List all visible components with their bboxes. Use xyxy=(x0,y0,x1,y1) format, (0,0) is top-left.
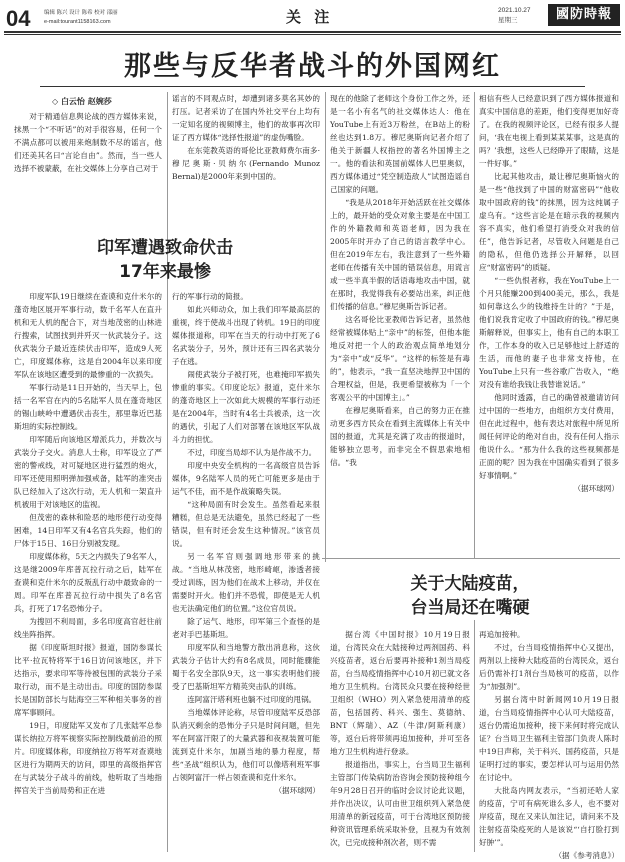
article3-col2 xyxy=(479,628,619,860)
weekday-text: 星期三 xyxy=(498,17,518,24)
paragraph: 为搜回不利局面，多名印度高官赶往前线坐阵指挥。 xyxy=(14,617,162,639)
paragraph: 军事行动是11日开始的，当天早上，包括一名军官在内的5名陆军人员在蓬奇地区的锡山峡岭中遭遇伏击丧生，那里靠近巴基斯坦的实际控制线。 xyxy=(14,383,162,431)
paragraph: “这种局面有时会发生。虽然看起来很糟糕，但总是无法避免，虽然已经起了一些错误，但有时还会发生这种情况。”该官员说。 xyxy=(172,500,320,548)
column-divider xyxy=(167,92,168,852)
paragraph: 比起其他攻击，最让穆尼奥斯恼火的是一些“他找到了中国的财富密码”“他收取中国政府的钱”的抹黑，因为这纯属子虚乌有。“这些言论是在暗示我的视频内容不真实，他们希望打消受众对我的信任”，他告诉记者，尽管收入问题是自己的隐私，但他仍选择公开解释，以回应“财富密码”的质疑。 xyxy=(479,172,619,272)
paragraph: “我是从2018年开始活跃在社交媒体上的，最开始的受众对象主要是在中国工作的外籍教师和英语老师，因为我在2005年时开办了自己的语言教学中心。但在2019年左右，我注意到了一些外籍老师在传播有关中国的错误信息，用谎言或一些半真半假的话语毒地攻击中国，就在那时，我觉得我有必要站出来，纠正他们传播的信息。”穆尼奥斯告诉记者。 xyxy=(330,198,470,311)
date-text: 2021.10.27 xyxy=(498,7,531,14)
section-title: 关 注 xyxy=(286,8,334,26)
editor-names: 编辑 陈兴 设计 陈希 校对 邵丽 xyxy=(44,10,118,16)
paragraph: 闹使武装分子被打死，也难掩印军损失惨重的事实。《印度论坛》报道，克什米尔的蓬奇地区上一次如此大规模的军事行动还是在2004年，当时有4名士兵被杀，这一次的遇伏，引起了人们对部署在该地区军队战斗力的担忧。 xyxy=(172,370,320,444)
article1-col2-intro xyxy=(172,92,320,234)
paragraph: 不过，台当局疫情指挥中心又提出，两剂以上接种大陆疫苗的台湾民众，返台后仍需补打1剂台当局核可的疫苗，以作为“加强剂”。 xyxy=(479,643,619,691)
paragraph: 印度军队19日继续在查谟和克什米尔的蓬奇地区展开军事行动，数千名军人在直升机和无人机的配合下，对当地茂密的山林进行搜索，试图找到并歼灭一伙武装分子。这伙武装分子最近连续伏击印军，造成9人死亡，印度媒体称，这是自2004年以来印度军队在该地区遭受到的最惨重的一次损失。 xyxy=(14,292,162,379)
paragraph: 印度中央安全机构的一名高级官员告诉媒体，9名陆军人员的死亡可能更多是由于运气不佳，而不是作战策略失误。 xyxy=(172,461,320,496)
headline-rule xyxy=(40,86,585,87)
paragraph: 在东莞教英语的哥伦比亚教师费尔南多·穆尼奥斯·贝纳尔(Fernando Munoz Bernal)是2000年来到中国的。 xyxy=(172,146,320,181)
paragraph: 在穆尼奥斯看来，自己的努力正在推动更多西方民众在看到主流媒体上有关中国的报道，尤其是充满了攻击的报道时，能够独立思考，而非完全不假思索地相信。“我 xyxy=(330,406,470,467)
article3-col1 xyxy=(330,628,470,852)
article2-col1 xyxy=(14,290,162,852)
article1-col4 xyxy=(479,92,619,556)
paragraph: 这名哥伦比亚教师告诉记者，虽然他经常被媒体贴上“亲中”的标签，但他本能地反对把一个人的政治观点简单地划分为“亲中”或“反华”。“这样的标签是有毒的”，他表示，“我一直坚决地捍卫中国的合理权益，但是，我更希望被称为「一个客观公平的中国博主」。” xyxy=(330,315,470,402)
paragraph: 现在的他除了老师这个身份工作之外，还是一名小有名气的社交媒体达人：他在YouTube上有近3万粉丝，在B站上的粉丝也达到1.8万。穆尼奥斯向记者介绍了他关于新疆人权指控的著名外国博主之一。他的看法和英国前媒体人巴里奥似，西方媒体通过“凭空制造敌人”试图造谣自己国家的问题。 xyxy=(330,94,470,194)
article2-col2 xyxy=(172,290,320,852)
article2-subtitle xyxy=(10,236,320,284)
page-number: 04 xyxy=(6,6,31,31)
paragraph: 对于精通信息舆论战的西方媒体来说，抹黑一个“不听话”的对手很容易，任何一个不满点都可以被用来炮制数不尽的谣言，他们还美其名曰“言论自由”。然而，当一些人选择不被蒙蔽，在社交媒体上分享自己对于 xyxy=(14,112,162,173)
column-divider xyxy=(474,620,475,852)
newspaper-logo: 國防時報 xyxy=(548,4,620,26)
paragraph: 再追加接种。 xyxy=(479,630,525,639)
column-divider xyxy=(325,92,326,562)
paragraph: 行的军事行动的简报。 xyxy=(172,292,248,301)
subtitle-line: 关于大陆疫苗， xyxy=(410,574,530,594)
article1-col3 xyxy=(330,92,470,556)
paragraph: 另据台湾中时新闻网10月19日报道，台当局疫情指挥中心认可大陆疫苗，返台仍需追加接种，接下来何时将完成认证？台当局卫生福利主管部门负责人陈时中19日声称，关于科兴、国药疫苗，只是证明打过的事实，要怎样认可与运用仍然在讨论中。 xyxy=(479,695,619,782)
paragraph: 连阿富汗塔利班也躺不过印度的甩锅。 xyxy=(187,695,317,704)
column-divider xyxy=(474,92,475,558)
paragraph: 谣言的不同观点时，却遭到诸多莫名其妙的打压。记者采访了在国内外社交平台上均有一定知名度的视频博主，他们的故事再次印证了西方媒体“选择性报道”的虚伪嘴脸。 xyxy=(172,94,320,142)
header-rule xyxy=(4,31,621,33)
article2-source: （据环球网） xyxy=(274,786,320,795)
article3-source: （据《参考消息》） xyxy=(554,851,619,860)
paragraph: 除了运气、地形，印军第三个查怪的是老对手巴基斯坦。 xyxy=(172,617,320,639)
article1-source: （据环球网） xyxy=(573,484,619,493)
subtitle-line: 印军遭遇致命伏击 xyxy=(97,238,233,258)
paragraph: 当地媒体评论称，尽管印度陆军反恐部队消灭剩余的恐怖分子只是时间问题，但先军在阿富汗限了的大量武器和夜视装置可能流到克什米尔，加剧当地的暴力程度，帮些“圣战”组织认为，他们可以像塔利班军事占领阿富汗一样占领查谟和克什米尔。 xyxy=(172,708,320,782)
paragraph: 但茂密的森林和险恶的地形使行动变得困难，14日印军又有4名官兵失踪，他们的尸体于15日、16日分别被发现。 xyxy=(14,513,162,548)
paragraph: 相信有些人已经意识到了西方媒体报道和真实中国信息的差距，他们变得更加好奇了。在我的视频评论区，已经有很多人提问，‘我在电视上看到某某某事，这是真的吗？’我想，这些人已经睁开了眼睛，这是一件好事。” xyxy=(479,94,619,168)
byline: ◇ 白云怡 赵婉莎 xyxy=(52,97,112,106)
article1-col1-intro xyxy=(14,110,162,234)
subtitle-line: 17年来最惨 xyxy=(119,262,211,282)
paragraph: 不过，印度当局却不认为是作战不力。 xyxy=(187,448,317,457)
subtitle-line: 台当局还在嘴硬 xyxy=(410,598,530,618)
paragraph: 19日，印度陆军又发布了几张陆军总参谋长纳拉万将军视察实际控制线最前沿的照片。印度媒体称，印度纳拉万将军对查谟地区进行为期两天的访问，即里的高级指挥官在与武装分子战斗的前线，他听取了当地指挥官关于当前局势和正在进 xyxy=(14,721,162,795)
paragraph: 另一名军官则强调地形带来的挑战。“当地从林茂密，地形崎岖，渗透者接受过训练，因为他们在战术上移动，并仅在需要时开火。他们并不恐慌，即使是无人机也无法确定他们的位置。”这位官员说。 xyxy=(172,552,320,613)
paragraph: 印军随后向该地区增派兵力，并数次与武装分子交火。消息人士称，印军设立了严密的警戒线，对可疑地区进行猛烈的炮火，印军还使用照明弹加强戒备，陆军的准突击队已经加入了这次行动，无人机和一架直升机被用于对该地区的监视。 xyxy=(14,435,162,509)
issue-date xyxy=(498,6,531,26)
editor-credits xyxy=(44,9,118,27)
main-headline: 那些与反华者战斗的外国网红 xyxy=(124,51,501,82)
paragraph: 据《印度斯坦时报》报道，国防参谋长比平·拉瓦特将军于16日访问该地区，并下达指示，要求印军等待被包围的武装分子采取行动，而不是主动出击。印度的国防参谋长是国防部长与陆海空三军种相关事务的首席军事顾问。 xyxy=(14,643,162,717)
article3-subtitle xyxy=(322,572,618,620)
paragraph: 印度军队和当地警方散出消息称，这伙武装分子估计大约有8名成员，同时能骤能蜀于名安全部队9天，这一事实表明他们接受了巴基斯坦军方精英突击队的训练。 xyxy=(172,643,320,691)
paragraph: 如此兴师动众，加上我们印军最高层的重视，终于使战斗出现了转机。19日的印度媒体报道称，印军在当天的行动中打死了6名武装分子，另外，预计还有三四名武装分子在逃。 xyxy=(172,305,320,366)
paragraph: “一些仇恨者称，我在YouTube上一个月只能赚200到400美元，那么，我是如何靠这么少的钱维持生计的？”于是，他们说我肯定收了中国政府的钱。”穆尼奥斯解释说，但事实上，他有自己的本职工作，工作本身的收入已足够他过上舒适的生活，而他的妻子也非常支持他，在YouTube上只有一些谷歌广告收入，“绝对没有谁给我钱让我替谁说话。” xyxy=(479,276,619,389)
paragraph: 大批岛内网友表示，“当初还哈人家的疫苗，宁可有病死谁么多人，也不要对岸疫苗，现在又来认加注记，请问来不及注射疫苗染疫死的人是该说“‘自打脸打到好肿’”。 xyxy=(479,786,619,847)
article3-top-rule xyxy=(322,558,620,559)
paragraph: 他同时透露，自己的确曾被邀请访问过中国的一些地方，由组织方支付费用，但在此过程中，他有表达对旅程中所见所闻任何评论的绝对自由，没有任何人指示他说什么。“那为什么我的这些视频都是正面的呢？因为我在中国确实看到了很多好事情啊。” xyxy=(479,393,619,480)
paragraph: 据台湾《中国时报》10月19日报道，台湾民众在大陆接种过两剂国药、科兴疫苗者，返台后要再补接种1剂当局疫苗，台当局疫情指挥中心10月初已就文各地方卫生机构。台湾民众只要在接种经世卫组织（WHO）列入紧急使用清单的疫苗，包括国药、科兴、强生、莫德纳、BNT（辉瑞）、AZ（牛津/阿斯利康）等，返台后将带须再追加接种，并可至各地方卫生机构进行登录。 xyxy=(330,630,470,756)
header-rule-thin xyxy=(4,34,621,35)
paragraph: 报道指出，事实上，台当局卫生福利主管部门传染病防治咨询会预防接种组今年9月28日召开的临时会议讨论此议题，并作出决议，认可由世卫组织列入紧急使用清单的新冠疫苗，可于台湾地区预防接种资讯管理系统采取补登，且视为有效剂次，已完成接种剂次者，则不需 xyxy=(330,760,470,847)
editor-email: e-mail:tourant1158163.com xyxy=(44,19,111,25)
paragraph: 印度媒体称，5天之内损失了9名军人，这是继2009年库普瓦拉行动之后，陆军在查谟和克什米尔的反叛乱行动中最致命的一周。印军在库普瓦拉行动中损失了8名官兵，打死了17名恐怖分子。 xyxy=(14,552,162,613)
